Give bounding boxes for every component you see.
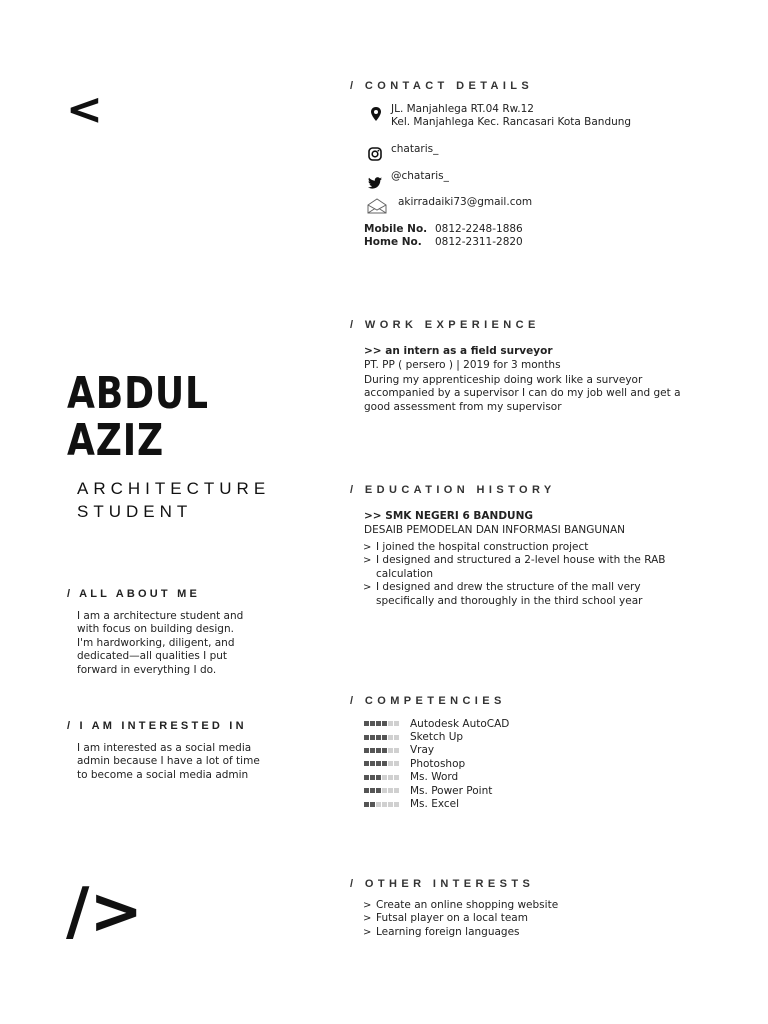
competency-row	[364, 730, 509, 743]
skill-level-dot	[382, 735, 387, 740]
skill-level-dot	[370, 735, 375, 740]
competency-label: Photoshop	[410, 757, 466, 770]
skill-level-dot	[382, 802, 387, 807]
skill-level-dot	[370, 802, 375, 807]
address	[391, 103, 631, 130]
skill-level-dot	[388, 735, 393, 740]
phone-numbers	[364, 223, 523, 250]
skill-level-dot	[376, 802, 381, 807]
skill-level-dot	[394, 748, 399, 753]
competency-label: Ms. Power Point	[410, 784, 493, 797]
about-line: I'm hardworking, diligent, and	[77, 636, 235, 649]
other-interests-list	[360, 899, 660, 939]
skill-level-dot	[394, 788, 399, 793]
education-item-text: specifically and thoroughly in the third school year	[376, 594, 643, 607]
skill-level-meter	[364, 775, 410, 780]
competency-row	[364, 797, 509, 810]
skill-level-dot	[370, 761, 375, 766]
other-interests-heading: / OTHER INTERESTS	[350, 878, 535, 890]
education-item	[360, 554, 700, 581]
work-desc-line: During my apprenticeship doing work like a surveyor	[364, 373, 643, 386]
education-heading: / EDUCATION HISTORY	[350, 484, 556, 496]
skill-level-dot	[388, 748, 393, 753]
interested-line: I am interested as a social media	[77, 742, 252, 754]
about-line: I am a architecture student and	[77, 610, 244, 622]
home-row	[364, 236, 523, 249]
work-heading: / WORK EXPERIENCE	[350, 319, 540, 331]
email-link[interactable]: akirradaiki73@gmail.com	[398, 196, 533, 208]
school-major: DESAIB PEMODELAN DAN INFORMASI BANGUNAN	[364, 524, 625, 537]
skill-level-dot	[370, 775, 375, 780]
interested-line: admin because I have a lot of time	[77, 755, 260, 768]
address-line2: Kel. Manjahlega Kec. Rancasari Kota Bandung	[391, 116, 632, 129]
competency-row	[364, 744, 509, 757]
instagram-icon	[367, 146, 383, 162]
education-item-text: I designed and structured a 2-level house with the RAB	[376, 554, 666, 567]
competencies-list	[364, 717, 509, 811]
competency-label: Ms. Word	[410, 771, 459, 784]
skill-level-dot	[376, 735, 381, 740]
mobile-row	[364, 223, 523, 236]
work-company: PT. PP ( persero ) | 2019 for 3 months	[364, 359, 561, 372]
skill-level-dot	[382, 775, 387, 780]
other-interest-item: > Futsal player on a local team	[360, 912, 660, 925]
skill-level-dot	[394, 735, 399, 740]
skill-level-dot	[382, 748, 387, 753]
contact-heading: / CONTACT DETAILS	[350, 80, 534, 92]
competency-label: Ms. Excel	[410, 798, 460, 811]
twitter-handle[interactable]: @chataris_	[391, 170, 449, 182]
competency-label: Vray	[410, 744, 435, 757]
instagram-handle[interactable]: chataris_	[391, 143, 439, 155]
skill-level-dot	[388, 802, 393, 807]
skill-level-dot	[376, 761, 381, 766]
envelope-icon	[366, 197, 388, 215]
other-interest-item: > Create an online shopping website	[360, 899, 660, 912]
interested-text	[77, 742, 277, 782]
competencies-heading: / COMPETENCIES	[350, 695, 506, 707]
skill-level-dot	[364, 761, 369, 766]
competency-row	[364, 717, 509, 730]
skill-level-dot	[376, 721, 381, 726]
skill-level-dot	[364, 735, 369, 740]
work-description	[364, 374, 681, 414]
skill-level-dot	[394, 802, 399, 807]
job-title-line2: STUDENT	[77, 502, 193, 521]
school-name: >> SMK NEGERI 6 BANDUNG	[364, 510, 533, 522]
skill-level-dot	[364, 748, 369, 753]
address-line1: JL. Manjahlega RT.04 Rw.12	[391, 103, 534, 115]
education-entry	[364, 510, 625, 538]
education-item-text: I joined the hospital construction project	[376, 541, 589, 553]
skill-level-dot	[394, 775, 399, 780]
competency-row	[364, 784, 509, 797]
first-name: ABDUL	[67, 368, 209, 419]
competency-row	[364, 757, 509, 770]
skill-level-dot	[364, 802, 369, 807]
skill-level-dot	[364, 788, 369, 793]
education-item	[360, 581, 700, 608]
other-interest-item: > Learning foreign languages	[360, 926, 660, 939]
job-title	[77, 477, 270, 523]
skill-level-dot	[376, 775, 381, 780]
skill-level-dot	[382, 761, 387, 766]
competency-label: Autodesk AutoCAD	[410, 717, 510, 730]
education-item-text: I designed and drew the structure of the mall very	[376, 581, 641, 594]
skill-level-dot	[364, 721, 369, 726]
skill-level-meter	[364, 735, 410, 740]
last-name: AZIZ	[67, 415, 164, 466]
mobile-number[interactable]: 0812-2248-1886	[435, 223, 523, 235]
job-title-line1: ARCHITECTURE	[77, 479, 271, 498]
education-bullets	[360, 541, 700, 608]
work-desc-line: good assessment from my supervisor	[364, 400, 562, 413]
mobile-label: Mobile No.	[364, 223, 428, 235]
skill-level-dot	[388, 775, 393, 780]
about-line: with focus on building design.	[77, 623, 234, 636]
education-item	[360, 541, 700, 554]
skill-level-dot	[370, 748, 375, 753]
skill-level-dot	[370, 788, 375, 793]
education-item-text: calculation	[376, 567, 434, 580]
skill-level-dot	[388, 788, 393, 793]
skill-level-dot	[394, 761, 399, 766]
about-line: forward in everything I do.	[77, 663, 217, 676]
skill-level-meter	[364, 761, 410, 766]
work-entry	[364, 345, 681, 414]
skill-level-dot	[394, 721, 399, 726]
interested-line: to become a social media admin	[77, 768, 249, 781]
skill-level-dot	[382, 721, 387, 726]
home-number[interactable]: 0812-2311-2820	[435, 236, 523, 249]
interested-heading: / I AM INTERESTED IN	[67, 720, 247, 732]
skill-level-dot	[388, 761, 393, 766]
full-name	[67, 370, 209, 464]
skill-level-meter	[364, 721, 410, 726]
skill-level-dot	[388, 721, 393, 726]
skill-level-dot	[382, 788, 387, 793]
about-line: dedicated—all qualities I put	[77, 650, 228, 663]
work-desc-line: accompanied by a supervisor I can do my job well and get a	[364, 387, 681, 400]
competency-row	[364, 771, 509, 784]
competency-label: Sketch Up	[410, 731, 464, 744]
skill-level-dot	[370, 721, 375, 726]
about-text	[77, 610, 277, 677]
home-label: Home No.	[364, 236, 422, 249]
close-bracket-decoration: />	[66, 875, 143, 949]
skill-level-dot	[376, 788, 381, 793]
skill-level-dot	[364, 775, 369, 780]
about-heading: / ALL ABOUT ME	[67, 588, 200, 600]
skill-level-meter	[364, 748, 410, 753]
location-pin-icon	[368, 106, 384, 122]
open-bracket-decoration: <	[66, 84, 103, 135]
skill-level-meter	[364, 788, 410, 793]
twitter-icon	[367, 175, 383, 191]
work-title: >> an intern as a field surveyor	[364, 345, 553, 357]
skill-level-dot	[376, 748, 381, 753]
skill-level-meter	[364, 802, 410, 807]
